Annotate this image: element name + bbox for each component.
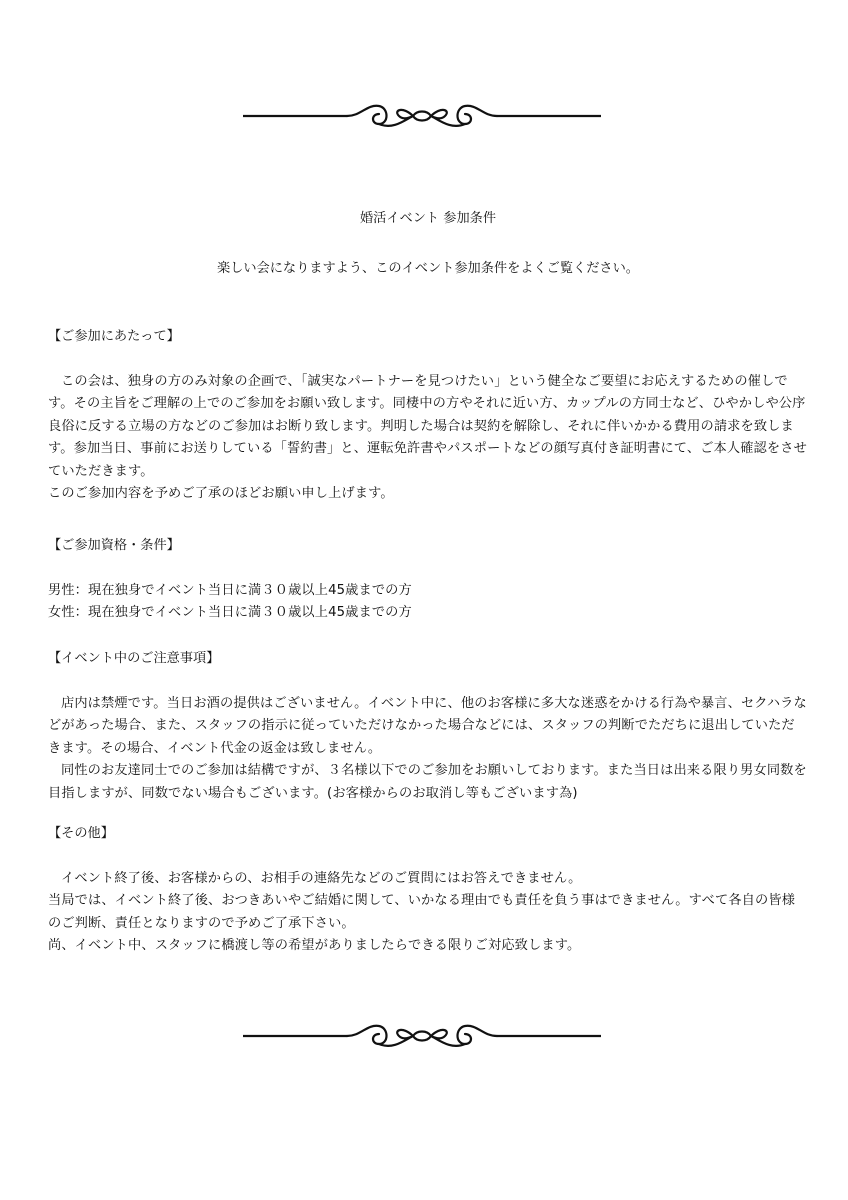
section-heading-other: 【その他】 [48,826,114,841]
page-title: 婚活イベント 参加条件 [359,211,497,226]
other-paragraph-3: 尚、イベント中、スタッフに橋渡し等の希望がありましたらできる限りご対応致します。 [48,938,581,953]
section-other [48,823,808,958]
flourish-svg-bottom [243,1020,601,1052]
other-paragraph-2: 当局では、イベント終了後、おつきあいやご結婚に関して、いかなる理由でも責任を負う事はできません。すべて各自の皆様のご判断、責任となりますので予めご了承下さい。 [48,893,796,931]
section-eligibility [48,535,808,625]
flourish-svg-top [243,100,601,132]
section-cautions [48,648,808,805]
bottom-flourish-divider-icon [243,1020,601,1052]
cautions-paragraph-1: 店内は禁煙です。当日お酒の提供はございません。イベント中に、他のお客様に多大な迷惑をかける行為や暴言、セクハラなどがあった場合、また、スタッフの指示に従っていただけなかった場合などには、スタッフの判断でただちに退出していただきます。その場合、イベント代金の返金は致しません。 [48,695,807,756]
eligibility-male: 男性：現在独身でイベント当日に満３０歳以上45歳までの方 [48,582,412,598]
participation-paragraph-1: この会は、独身の方のみ対象の企画で、「誠実なパートナーを見つけたい」という健全なご要望にお応えするための催しです。その主旨をご理解の上でのご参加をお願い致します。同棲中の方やそれに近い方、カップルの方同士など、ひやかしや公序良俗に反する立場の方などのご参加はお断り致します。判明した場合は契約を解除し、それに伴いかかる費用の請求を致します。参加当日、事前にお送りしている「誓約書」と、運転免許書やパスポートなどの顔写真付き証明書にて、ご本人確認をさせていただきます。 [48,373,807,479]
section-heading-eligibility: 【ご参加資格・条件】 [48,538,180,553]
section-heading-participation: 【ご参加にあたって】 [48,329,180,344]
top-flourish-divider-icon [243,100,601,132]
participation-paragraph-2: このご参加内容を予めご了承のほどお願い申し上げます。 [48,486,394,501]
section-participation [48,326,808,506]
other-paragraph-1: イベント終了後、お客様からの、お相手の連絡先などのご質問にはお答えできません。 [61,870,582,886]
cautions-paragraph-2: 同性のお友達同士でのご参加は結構ですが、３名様以下でのご参加をお願いしております。また当日は出来る限り男女同数を目指しますが、同数でない場合もございます。(お客様からのお取消し等もございます為) [48,763,807,801]
section-heading-cautions: 【イベント中のご注意事項】 [48,651,220,666]
eligibility-female: 女性：現在独身でイベント当日に満３０歳以上45歳までの方 [48,605,412,620]
intro-text: 楽しい会になりますよう、このイベント参加条件をよくご覧ください。 [217,261,639,276]
